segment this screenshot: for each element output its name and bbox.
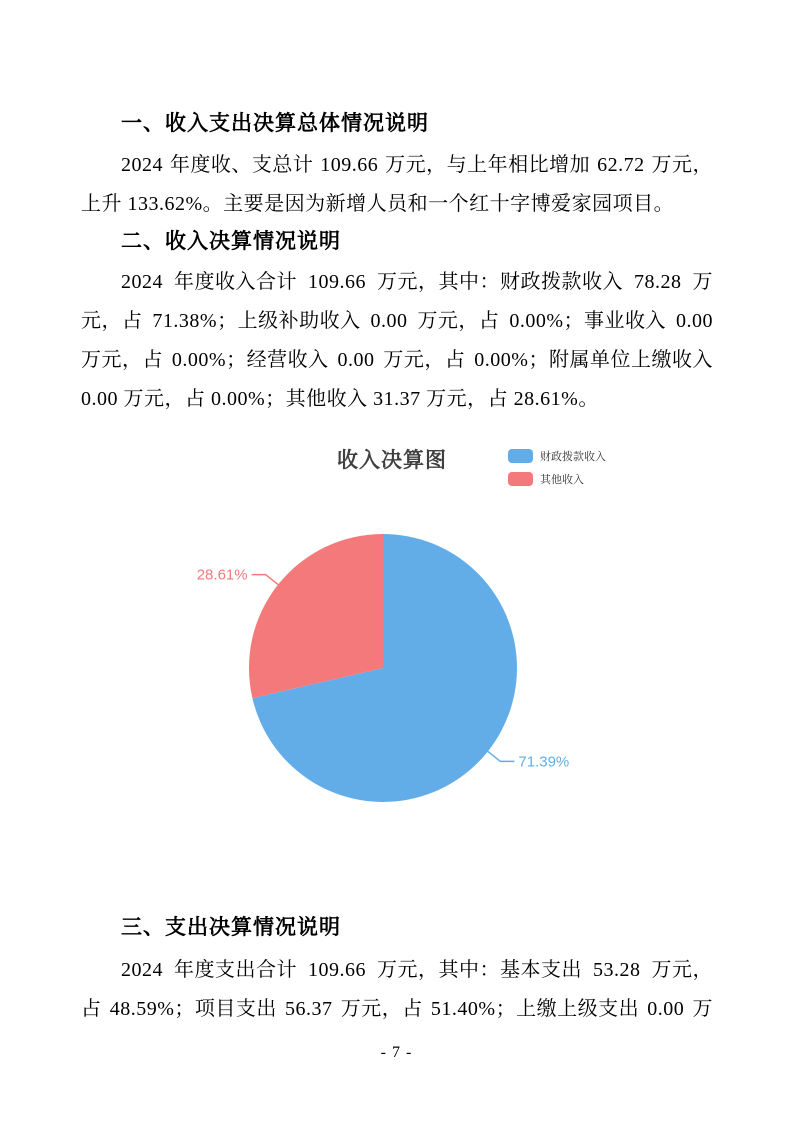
section-heading-income: 二、收入决算情况说明	[121, 229, 341, 253]
chart-title: 收入决算图	[337, 449, 447, 472]
section-heading-expenditure: 三、支出决算情况说明	[121, 915, 341, 939]
text-line: 0.00 万元，占 0.00%；其他收入 31.37 万元，占 28.61%。	[81, 388, 599, 410]
pie-percent-label: 71.39%	[518, 753, 570, 771]
section-heading-overall: 一、收入支出决算总体情况说明	[121, 111, 429, 135]
text-line: 2024 年度收入合计 109.66 万元，其中：财政拨款收入 78.28 万	[121, 271, 713, 293]
pie-percent-label: 28.61%	[196, 566, 248, 584]
text-line: 元，占 71.38%；上级补助收入 0.00 万元，占 0.00%；事业收入 0.00	[81, 310, 713, 332]
page-number: - 7 -	[380, 1044, 413, 1061]
text-line: 2024 年度收、支总计 109.66 万元，与上年相比增加 62.72 万元，	[121, 154, 713, 176]
paragraph-income	[81, 263, 713, 419]
income-pie-chart	[180, 438, 620, 868]
text-line: 2024 年度支出合计 109.66 万元，其中：基本支出 53.28 万元，	[121, 959, 713, 981]
text-line: 上升 133.62%。主要是因为新增人员和一个红十字博爱家园项目。	[81, 193, 675, 215]
paragraph-overall	[81, 146, 713, 224]
pie-label-line	[488, 751, 515, 761]
legend-label: 其他收入	[540, 474, 584, 486]
legend-label: 财政拨款收入	[540, 451, 606, 463]
text-line: 万元，占 0.00%；经营收入 0.00 万元，占 0.00%；附属单位上缴收入	[81, 349, 713, 371]
paragraph-expenditure	[81, 951, 713, 1029]
text-line: 占 48.59%；项目支出 56.37 万元，占 51.40%；上缴上级支出 0.00 万	[81, 998, 713, 1020]
pie-label-line	[252, 575, 279, 585]
